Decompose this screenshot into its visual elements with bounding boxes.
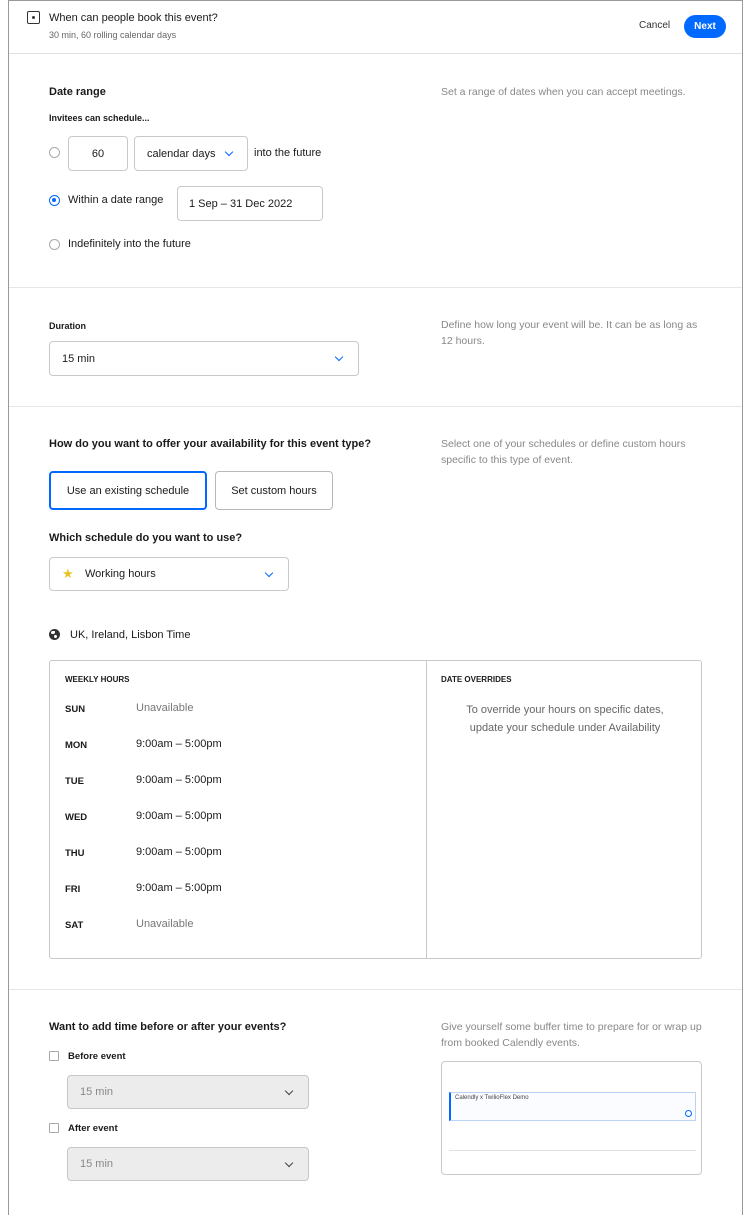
rolling-unit-select[interactable] bbox=[134, 136, 248, 171]
header-subtitle: 30 min, 60 rolling calendar days bbox=[49, 30, 177, 40]
timezone-label: UK, Ireland, Lisbon Time bbox=[70, 629, 191, 641]
rolling-unit-value: calendar days bbox=[147, 147, 216, 160]
invitees-label: Invitees can schedule... bbox=[49, 113, 150, 123]
day-label: TUE bbox=[65, 776, 84, 787]
availability-help: Select one of your schedules or define custom hours specific to this type of event. bbox=[441, 438, 686, 466]
date-range-title: Date range bbox=[49, 86, 106, 98]
day-hours: 9:00am – 5:00pm bbox=[136, 810, 222, 822]
star-icon: ★ bbox=[62, 566, 74, 581]
chevron-down-icon bbox=[265, 569, 273, 577]
section-divider bbox=[9, 989, 742, 990]
rolling-suffix: into the future bbox=[254, 147, 322, 159]
indefinitely-label: Indefinitely into the future bbox=[68, 238, 191, 250]
before-event-value: 15 min bbox=[80, 1086, 114, 1098]
header-title: When can people book this event? bbox=[49, 12, 218, 24]
after-event-select[interactable] bbox=[67, 1147, 309, 1181]
date-overrides-title: DATE OVERRIDES bbox=[441, 675, 512, 684]
preview-event-title: Calendly x TwilioFlex Demo bbox=[455, 1095, 529, 1101]
duration-select[interactable] bbox=[49, 341, 359, 376]
schedule-select[interactable] bbox=[49, 557, 289, 591]
schedule-value: Working hours bbox=[85, 568, 156, 580]
day-hours: Unavailable bbox=[136, 918, 194, 930]
rolling-days-value: 60 bbox=[91, 147, 105, 160]
duration-value: 15 min bbox=[62, 352, 96, 365]
buffer-question: Want to add time before or after your events? bbox=[49, 1021, 287, 1033]
use-existing-schedule-button[interactable]: Use an existing schedule bbox=[49, 471, 207, 510]
rolling-days-input[interactable] bbox=[68, 136, 128, 171]
day-hours: 9:00am – 5:00pm bbox=[136, 738, 222, 750]
set-custom-hours-button[interactable]: Set custom hours bbox=[215, 471, 333, 510]
day-label: FRI bbox=[65, 884, 81, 895]
cancel-button[interactable]: Cancel bbox=[639, 20, 671, 31]
buffer-help: Give yourself some buffer time to prepare for or wrap up from booked Calendly events. bbox=[441, 1021, 702, 1049]
day-label: MON bbox=[65, 740, 88, 751]
date-range-value: 1 Sep – 31 Dec 2022 bbox=[189, 197, 293, 210]
next-button[interactable]: Next bbox=[684, 15, 726, 38]
day-hours: 9:00am – 5:00pm bbox=[136, 846, 222, 858]
duration-label: Duration bbox=[49, 321, 86, 331]
chevron-down-icon bbox=[285, 1087, 293, 1095]
availability-question: How do you want to offer your availability for this event type? bbox=[49, 438, 372, 450]
calendar-icon bbox=[27, 11, 40, 24]
before-event-select[interactable] bbox=[67, 1075, 309, 1109]
within-range-label: Within a date range bbox=[68, 194, 164, 206]
duration-help: Define how long your event will be. It can be as long as 12 hours. bbox=[441, 319, 698, 347]
which-schedule-label: Which schedule do you want to use? bbox=[49, 532, 243, 544]
buffer-preview bbox=[441, 1061, 702, 1175]
section-divider bbox=[9, 287, 742, 288]
date-range-help: Set a range of dates when you can accept meetings. bbox=[441, 86, 686, 98]
before-event-label: Before event bbox=[68, 1051, 126, 1062]
date-overrides-text: To override your hours on specific dates, update your schedule under Availability bbox=[466, 704, 664, 734]
after-event-value: 15 min bbox=[80, 1158, 114, 1170]
radio-indefinitely[interactable] bbox=[49, 239, 60, 250]
radio-within-range[interactable] bbox=[49, 195, 60, 206]
modal-frame bbox=[8, 0, 743, 1215]
chevron-down-icon bbox=[285, 1159, 293, 1167]
chevron-down-icon bbox=[335, 353, 343, 361]
status-dot-icon bbox=[685, 1110, 692, 1117]
day-hours: 9:00am – 5:00pm bbox=[136, 882, 222, 894]
preview-event-block bbox=[449, 1092, 696, 1121]
globe-icon bbox=[49, 629, 60, 640]
radio-rolling-days[interactable] bbox=[49, 147, 60, 158]
day-label: THU bbox=[65, 848, 85, 859]
schedule-panel bbox=[49, 660, 702, 959]
day-label: SUN bbox=[65, 704, 86, 715]
date-range-input[interactable] bbox=[177, 186, 323, 221]
header bbox=[9, 1, 742, 54]
after-event-checkbox[interactable] bbox=[49, 1123, 59, 1133]
schedule-divider bbox=[426, 661, 427, 958]
weekly-hours-title: WEEKLY HOURS bbox=[65, 675, 130, 684]
day-hours: 9:00am – 5:00pm bbox=[136, 774, 222, 786]
chevron-down-icon bbox=[225, 148, 233, 156]
before-event-checkbox[interactable] bbox=[49, 1051, 59, 1061]
day-hours: Unavailable bbox=[136, 702, 194, 714]
section-divider bbox=[9, 406, 742, 407]
preview-divider bbox=[449, 1150, 696, 1151]
day-label: SAT bbox=[65, 920, 84, 931]
after-event-label: After event bbox=[68, 1123, 118, 1134]
day-label: WED bbox=[65, 812, 88, 823]
